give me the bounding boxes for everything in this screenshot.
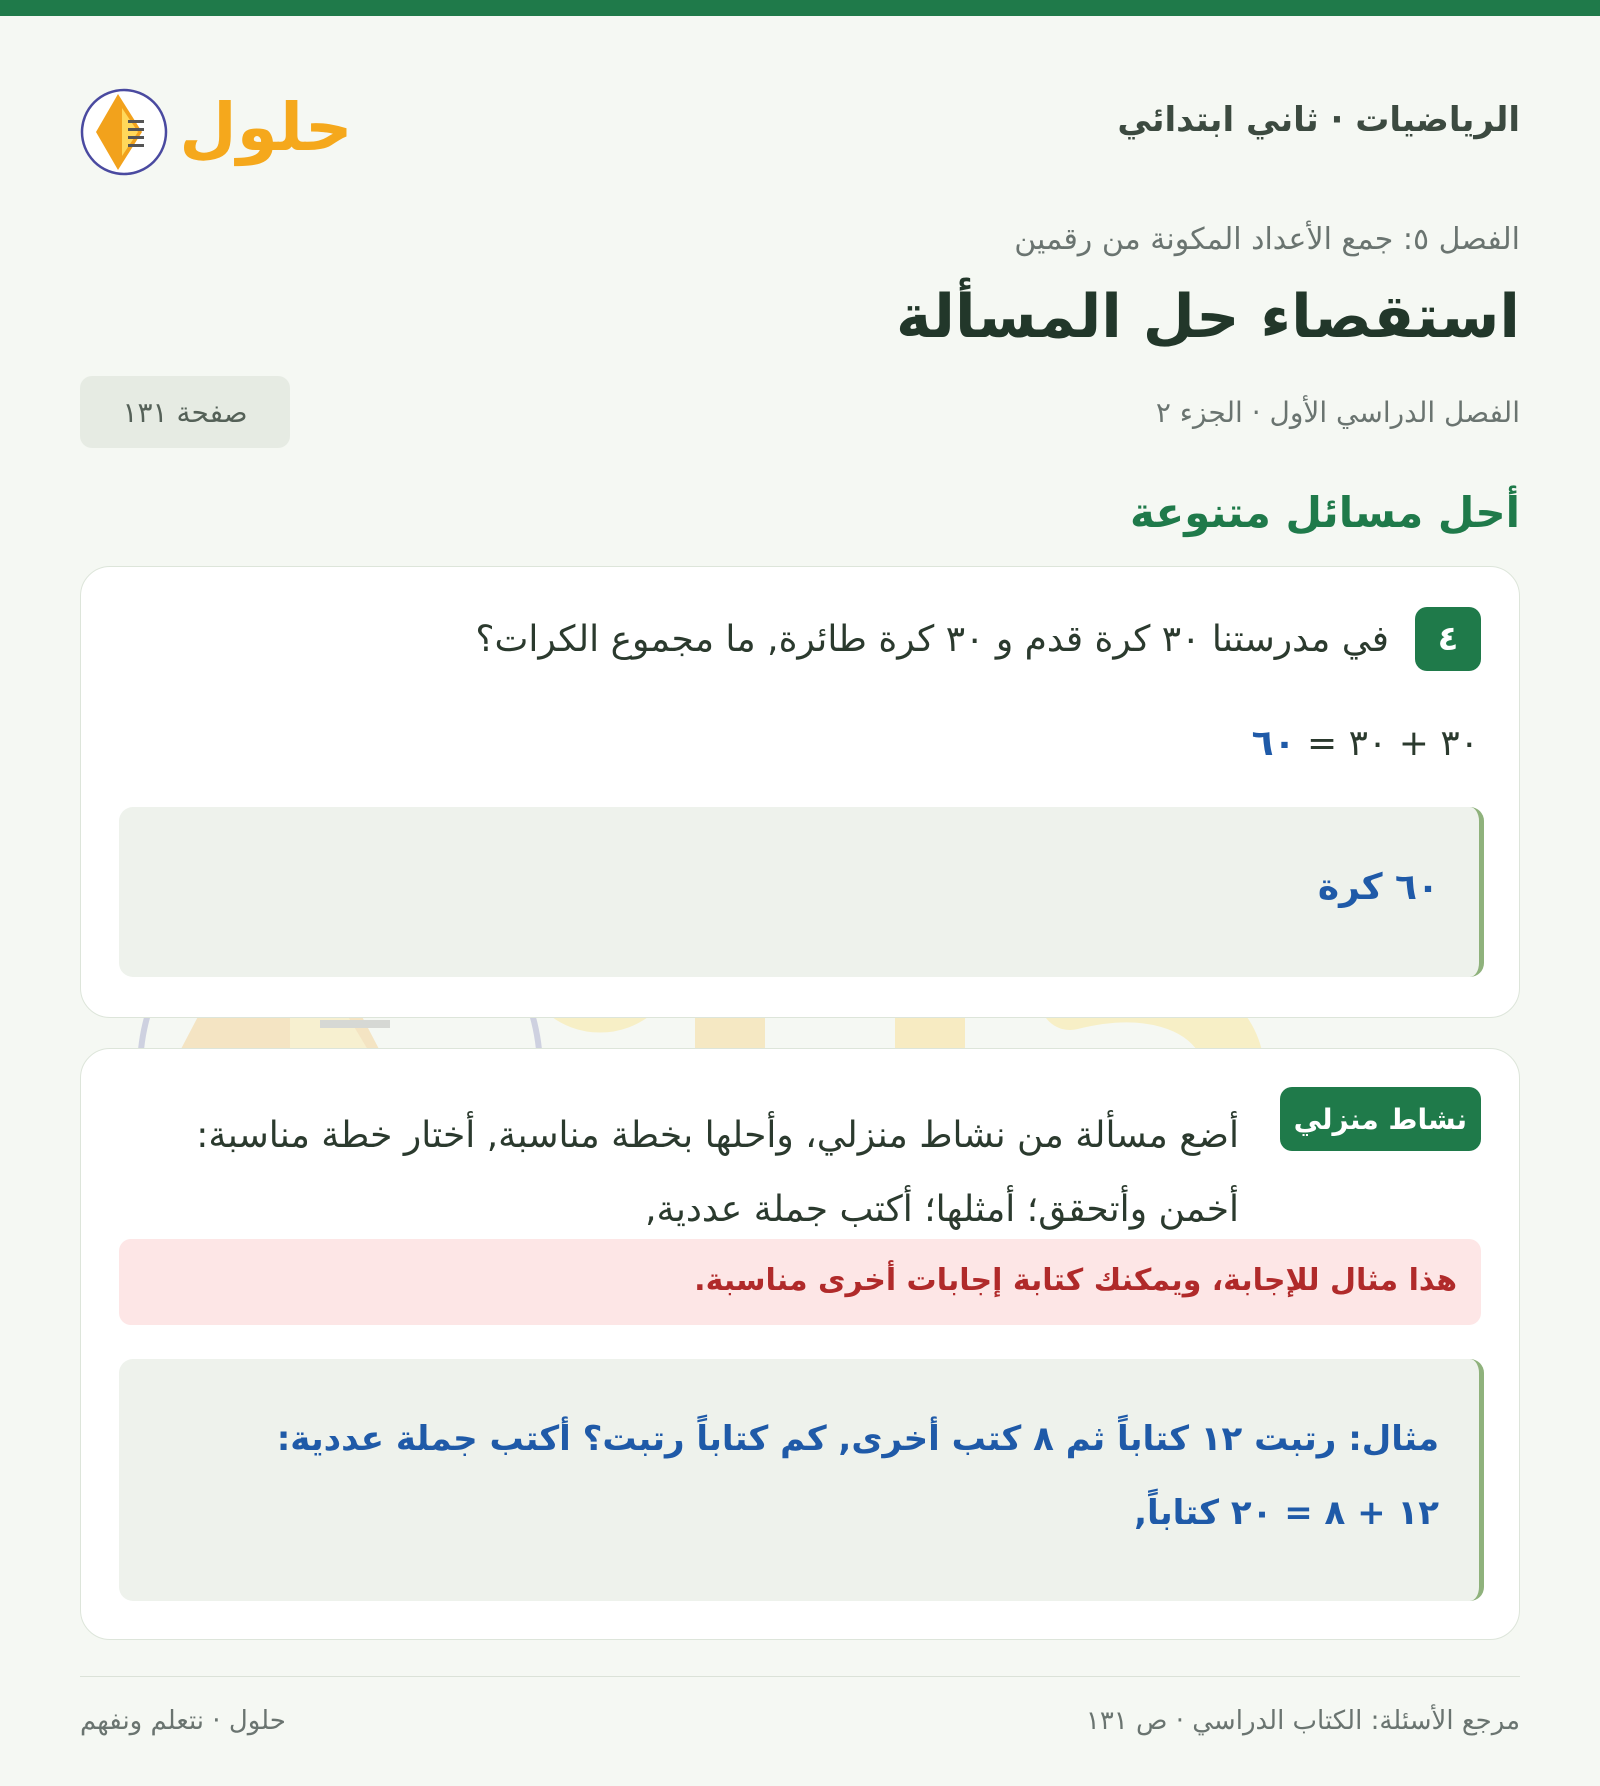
footer-tagline: حلول · نتعلم ونفهم — [80, 1706, 286, 1736]
example-equation: ١٢ + ٨ = ٢٠ كتاباً, — [1134, 1493, 1439, 1533]
example-answer-box — [119, 1359, 1484, 1601]
question-text: في مدرستنا ٣٠ كرة قدم و ٣٠ كرة طائرة, ما مجموع الكرات؟ — [475, 619, 1389, 660]
equation — [1252, 723, 1479, 764]
section-heading: أحل مسائل متنوعة — [1130, 488, 1520, 537]
home-activity-badge: نشاط منزلي — [1280, 1087, 1481, 1151]
footer-reference: مرجع الأسئلة: الكتاب الدراسي · ص ١٣١ — [1085, 1706, 1520, 1736]
question-card-4 — [80, 566, 1520, 1018]
page-content — [80, 0, 1520, 1786]
home-activity-card — [80, 1048, 1520, 1640]
activity-text: أضع مسألة من نشاط منزلي، وأحلها بخطة مناسبة, أختار خطة مناسبة: أخمن وأتحقق؛ أمثلها؛ أكتب جملة عددية, — [196, 1115, 1239, 1230]
equation-result: ٦٠ — [1251, 723, 1296, 764]
answer-box — [119, 807, 1484, 977]
svg-text:حلول: حلول — [179, 89, 353, 166]
example-question: مثال: رتبت ١٢ كتاباً ثم ٨ كتب أخرى, كم كتاباً رتبت؟ أكتب جملة عددية: — [276, 1419, 1439, 1459]
page-header — [80, 60, 1520, 180]
term-label: الفصل الدراسي الأول · الجزء ٢ — [1155, 396, 1520, 429]
subject-title: الرياضيات · ثاني ابتدائي — [1117, 100, 1520, 140]
note-box — [119, 1239, 1481, 1325]
question-number-badge: ٤ — [1415, 607, 1481, 671]
page-number-badge: صفحة ١٣١ — [80, 376, 290, 448]
note-text: هذا مثال للإجابة، ويمكنك كتابة إجابات أخرى مناسبة. — [694, 1263, 1457, 1298]
answer-text: ٦٠ كرة — [1317, 867, 1439, 908]
holol-logo-icon[interactable] — [80, 68, 370, 188]
equation-expression: ٣٠ + ٣٠ = — [1306, 723, 1479, 764]
footer-divider — [80, 1676, 1520, 1677]
chapter-label: الفصل ٥: جمع الأعداد المكونة من رقمين — [1014, 222, 1520, 257]
lesson-title: استقصاء حل المسألة — [896, 282, 1520, 352]
